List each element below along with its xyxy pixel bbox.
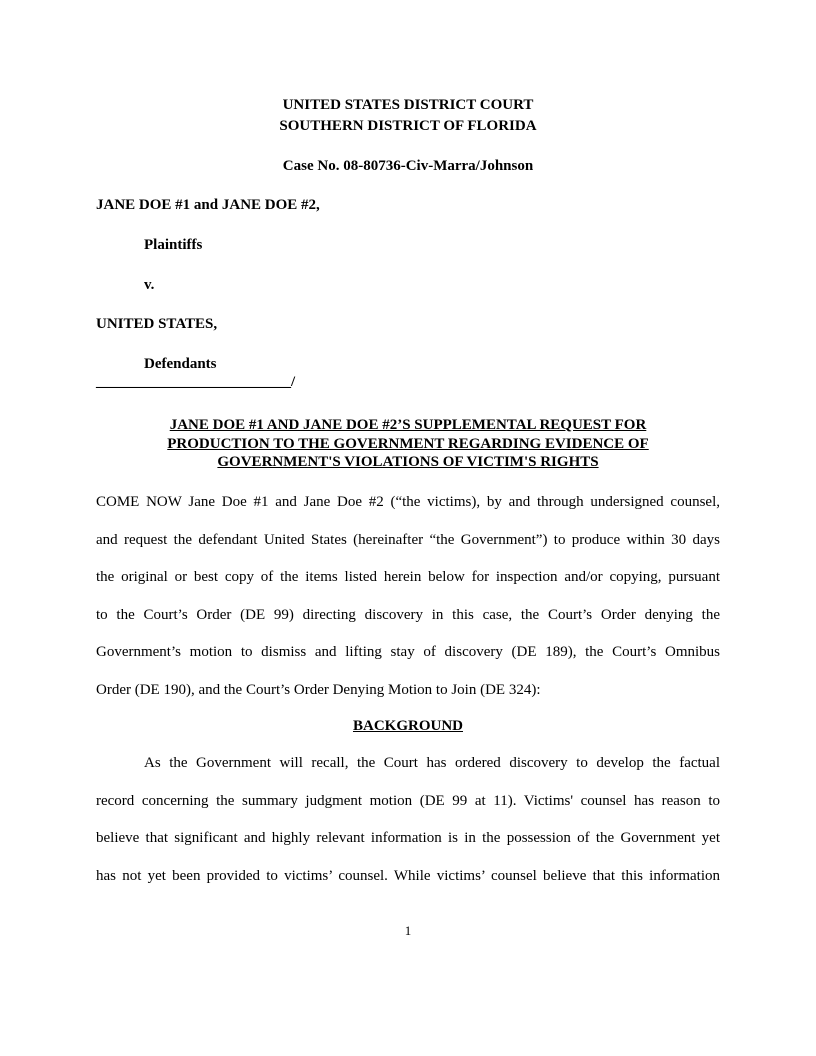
background-line: has not yet been provided to victims’ counsel. While victims’ counsel believe that this information [96, 868, 720, 884]
motion-title-line: JANE DOE #1 AND JANE DOE #2’S SUPPLEMENTAL REQUEST FOR [169, 417, 647, 433]
plaintiffs-label: Plaintiffs [144, 237, 203, 253]
defendant-name: UNITED STATES, [96, 316, 218, 332]
defendants-label: Defendants [144, 356, 217, 372]
court-district: SOUTHERN DISTRICT OF FLORIDA [279, 118, 537, 134]
background-line: record concerning the summary judgment motion (DE 99 at 11). Victims' counsel has reason to [96, 793, 720, 809]
intro-line: Government’s motion to dismiss and lifting stay of discovery (DE 189), the Court’s Omnibus [96, 644, 720, 660]
background-line: believe that significant and highly relevant information is in the possession of the Government yet [96, 830, 720, 846]
motion-title-line: GOVERNMENT'S VIOLATIONS OF VICTIM'S RIGHTS [217, 454, 599, 470]
background-heading: BACKGROUND [352, 718, 463, 734]
motion-title-line: PRODUCTION TO THE GOVERNMENT REGARDING EVIDENCE OF [167, 435, 649, 452]
plaintiffs-names: JANE DOE #1 and JANE DOE #2, [96, 197, 320, 213]
intro-line: COME NOW Jane Doe #1 and Jane Doe #2 (“the victims), by and through undersigned counsel, [96, 494, 720, 510]
intro-line: to the Court’s Order (DE 99) directing discovery in this case, the Court’s Order denying the [96, 607, 720, 623]
versus-label: v. [144, 277, 155, 293]
motion-title [140, 416, 676, 472]
page-number: 1 [404, 923, 412, 938]
intro-line: Order (DE 190), and the Court’s Order Denying Motion to Join (DE 324): [96, 682, 541, 698]
court-name: UNITED STATES DISTRICT COURT [282, 97, 534, 113]
intro-line: the original or best copy of the items listed herein below for inspection and/or copying, pursuant [96, 569, 720, 585]
intro-line: and request the defendant United States (hereinafter “the Government”) to produce within 30 days [96, 532, 720, 548]
caption-signature-line: __________________________/ [96, 374, 296, 390]
case-number: Case No. 08-80736-Civ-Marra/Johnson [282, 158, 534, 174]
background-line: As the Government will recall, the Court has ordered discovery to develop the factual [144, 755, 720, 771]
